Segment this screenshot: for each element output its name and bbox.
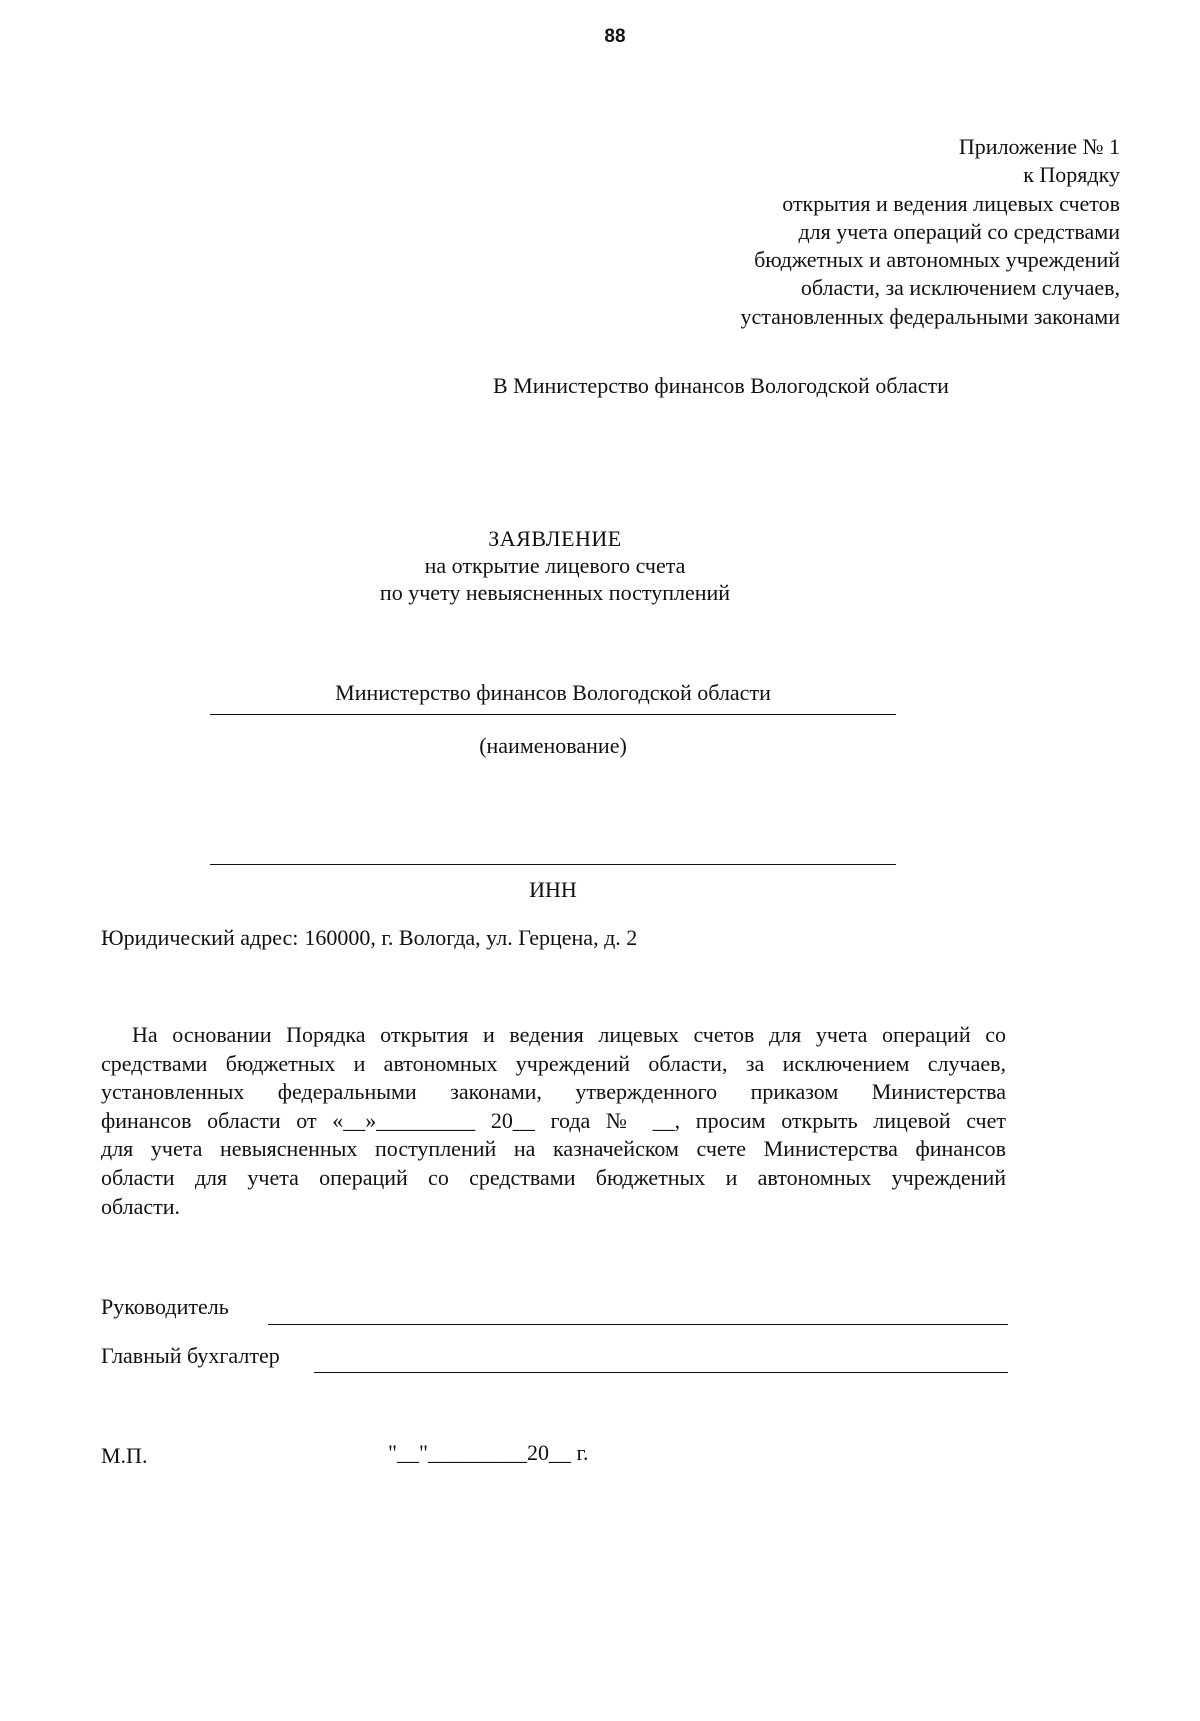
legal-address-value: 160000, г. Вологда, ул. Герцена, д. 2 xyxy=(304,925,638,950)
appendix-header xyxy=(740,133,1120,331)
addressee: В Министерство финансов Вологодской области xyxy=(493,373,949,398)
signature-date: "__"_________20__ г. xyxy=(388,1440,589,1465)
body-paragraph xyxy=(101,1021,1006,1221)
body-line: средствами бюджетных и автономных учреждений области, за исключением случаев, xyxy=(101,1050,1006,1076)
legal-address-label: Юридический адрес: xyxy=(101,925,299,950)
body-line: финансов области от «__»_________ 20__ года № __, просим открыть лицевой счет xyxy=(101,1107,1006,1133)
appendix-line: области, за исключением случаев, xyxy=(800,275,1120,301)
body-line: области. xyxy=(101,1193,181,1219)
body-line: На основании Порядка открытия и ведения лицевых счетов для учета операций со xyxy=(132,1022,1006,1047)
appendix-line: открытия и ведения лицевых счетов xyxy=(782,190,1120,216)
legal-address xyxy=(101,925,637,951)
accountant-signature-line xyxy=(314,1372,1008,1373)
title-subtitle-2: по учету невыясненных поступлений xyxy=(379,580,731,605)
appendix-line: Приложение № 1 xyxy=(958,134,1120,159)
head-signature-label: Руководитель xyxy=(101,1294,229,1319)
title-subtitle-1: на открытие лицевого счета xyxy=(424,553,686,578)
document-title xyxy=(225,525,885,606)
appendix-line: к Порядку xyxy=(1023,162,1120,188)
organization-name-line xyxy=(210,714,896,715)
appendix-line: установленных федеральными законами xyxy=(740,303,1120,329)
organization-caption: (наименование) xyxy=(479,733,627,758)
title-heading: ЗАЯВЛЕНИЕ xyxy=(488,526,622,551)
body-line: для учета невыясненных поступлений на казначейском счете Министерства финансов xyxy=(101,1136,1006,1162)
appendix-line: бюджетных и автономных учреждений xyxy=(754,247,1120,273)
inn-label: ИНН xyxy=(529,877,577,902)
body-line: области для учета операций со средствами бюджетных и автономных учреждений xyxy=(101,1164,1006,1190)
head-signature-line xyxy=(268,1324,1008,1325)
inn-line xyxy=(210,864,896,865)
body-line: установленных федеральными законами, утвержденного приказом Министерства xyxy=(101,1079,1006,1105)
organization-name: Министерство финансов Вологодской области xyxy=(335,680,771,705)
accountant-signature-label: Главный бухгалтер xyxy=(101,1343,280,1368)
stamp-label: М.П. xyxy=(101,1443,148,1468)
page-number: 88 xyxy=(604,26,626,47)
appendix-line: для учета операций со средствами xyxy=(798,218,1120,244)
